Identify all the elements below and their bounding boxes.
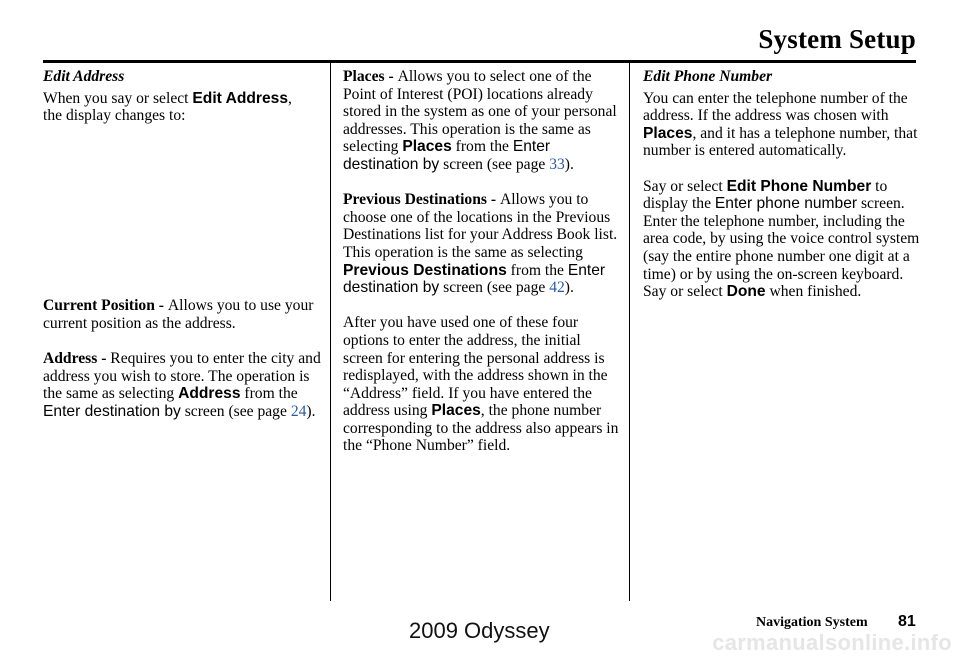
after-places-command: Places	[431, 402, 481, 420]
current-position-paragraph	[43, 297, 321, 332]
address-label: Address -	[43, 350, 111, 368]
address-tail: screen (see page	[180, 402, 291, 420]
places-mid: from the	[451, 138, 513, 156]
places-paragraph	[343, 68, 623, 174]
after-text-2: , the phone number corresponding to the address also appears in the “Phone Number” field.	[343, 402, 619, 455]
column-1	[43, 68, 321, 438]
previous-destinations-text: Allows you to choose one of the locations in the Previous Destinations list for your Address Book list. This operation is the same as selecting	[343, 191, 618, 261]
column-divider-2	[629, 60, 630, 601]
page-title: System Setup	[758, 24, 916, 54]
screen-image-placeholder	[43, 142, 321, 297]
after-paragraph	[343, 314, 623, 455]
enter-phone-number-screen-name: Enter phone number	[714, 195, 858, 213]
places-screen-name: Enter destination by	[343, 138, 551, 173]
places-tail: screen (see page	[439, 155, 550, 173]
address-screen-name: Enter destination by	[43, 402, 181, 420]
title-rule	[43, 60, 916, 63]
watermark-model: 2009 Odyssey	[409, 618, 550, 643]
footer-section-label: Navigation System	[756, 615, 868, 630]
edit-address-heading: Edit Address	[43, 68, 125, 85]
edit-address-intro	[43, 90, 321, 125]
previous-destinations-page-link[interactable]: 42	[549, 279, 565, 297]
previous-destinations-tail-end: ).	[564, 279, 574, 297]
previous-destinations-label: Previous Destinations -	[343, 191, 500, 209]
phone-intro-text-2: , and it has a telephone number, that number is entered automatically.	[643, 124, 918, 160]
edit-address-command: Edit Address	[192, 89, 288, 107]
phone-instr-text: Say or select	[643, 177, 727, 195]
previous-destinations-paragraph	[343, 191, 623, 297]
after-text: After you have used one of these four options to enter the address, the initial screen for entering the personal address is redisplayed, with the address shown in the “Address” field. If you have entered the address using	[343, 314, 608, 420]
intro-comma: ,	[288, 89, 292, 107]
column-3	[643, 68, 923, 318]
previous-destinations-command: Previous Destinations	[343, 261, 507, 279]
column-divider-1	[330, 60, 331, 601]
intro-text-2: the display changes to:	[43, 107, 186, 125]
address-mid: from the	[240, 385, 298, 403]
places-command: Places	[402, 138, 452, 156]
address-page-link[interactable]: 24	[290, 402, 307, 420]
previous-destinations-tail: screen (see page	[439, 279, 550, 297]
previous-destinations-mid: from the	[506, 261, 568, 279]
phone-places-command: Places	[643, 124, 693, 142]
address-tail-end: ).	[306, 402, 316, 420]
page-number: 81	[898, 613, 916, 630]
places-tail-end: ).	[564, 155, 574, 173]
address-command: Address	[178, 385, 241, 403]
places-label: Places -	[343, 68, 398, 85]
places-text: Allows you to select one of the Point of Interest (POI) locations already stored in the system as one of your personal addresses. This operation is the same as selecting	[343, 68, 617, 156]
phone-instructions-paragraph	[643, 178, 923, 301]
places-page-link[interactable]: 33	[549, 155, 565, 173]
phone-intro-text: You can enter the telephone number of the address. If the address was chosen with	[643, 89, 908, 125]
edit-phone-heading: Edit Phone Number	[643, 68, 773, 85]
current-position-label: Current Position -	[43, 297, 168, 315]
current-position-text: Allows you to use your current position as the address.	[43, 297, 314, 332]
watermark-site: carmanualsonline.info	[712, 630, 952, 655]
column-2	[343, 68, 623, 473]
address-paragraph	[43, 350, 321, 420]
done-command: Done	[726, 283, 766, 301]
address-text: Requires you to enter the city and address you wish to store. The operation is the same as selecting	[43, 350, 321, 403]
phone-intro-paragraph	[643, 90, 923, 160]
previous-destinations-screen-name: Enter destination by	[343, 261, 606, 297]
edit-phone-number-command: Edit Phone Number	[726, 177, 872, 195]
phone-instr-text-2: to display the	[643, 177, 888, 213]
phone-instr-text-4: when finished.	[765, 283, 862, 301]
phone-instr-text-3: screen. Enter the telephone number, including the area code, by using the voice control system (say the entire phone number one digit at a time) or by using the on-screen keyboard. Say or select	[643, 195, 920, 301]
intro-text: When you say or select	[43, 89, 193, 107]
